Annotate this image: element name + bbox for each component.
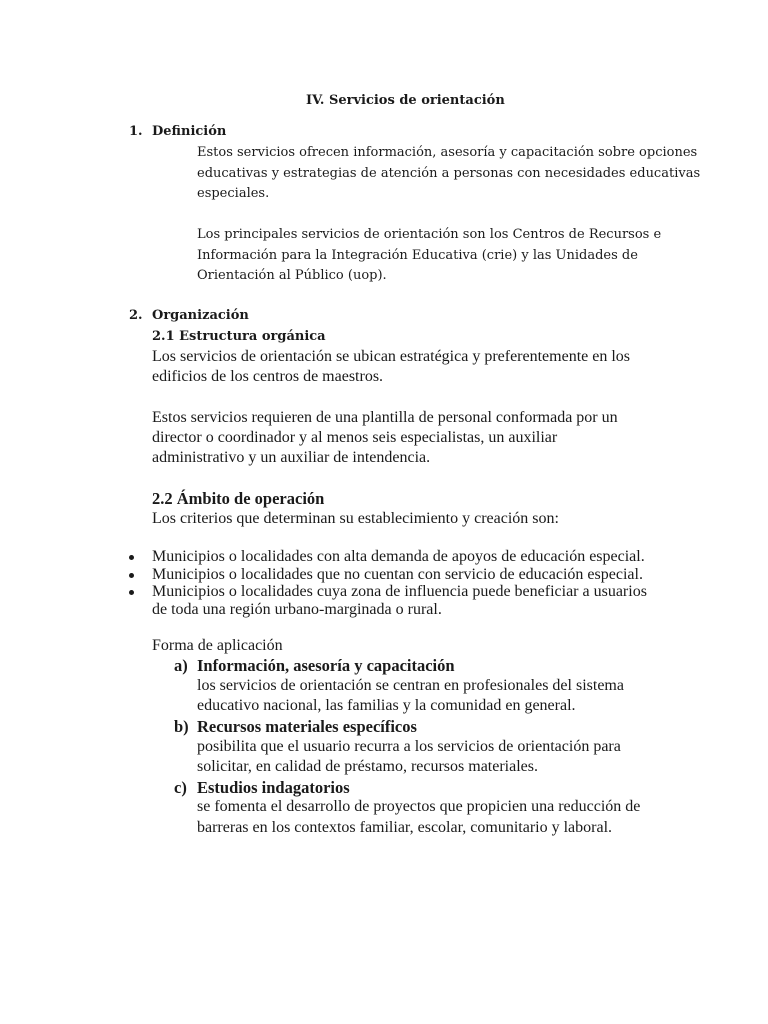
- page-title: IV. Servicios de orientación: [306, 93, 505, 108]
- structure-paragraph-line: edificios de los centros de maestros.: [152, 368, 384, 385]
- item-a-text-line: los servicios de orientación se centran en profesionales del sistema: [197, 677, 624, 694]
- item-b-letter: b): [174, 717, 189, 736]
- item-a-letter: a): [174, 656, 188, 675]
- item-b-title: Recursos materiales específicos: [197, 717, 417, 736]
- definition-paragraph-line: educativas y estrategias de atención a personas con necesidades educativas: [197, 166, 701, 181]
- item-a-text-line: educativo nacional, las familias y la comunidad en general.: [197, 697, 576, 714]
- services-paragraph-line: Orientación al Público (uop).: [197, 268, 387, 283]
- item-c-title: Estudios indagatorios: [197, 778, 350, 797]
- criteria-bullet: Municipios o localidades con alta demanda de apoyos de educación especial.: [152, 548, 645, 565]
- section-2-number: 2.: [129, 308, 143, 323]
- item-b-text-line: solicitar, en calidad de préstamo, recursos materiales.: [197, 758, 538, 775]
- services-paragraph-line: Información para la Integración Educativa (crie) y las Unidades de: [197, 248, 638, 263]
- definition-paragraph-line: especiales.: [197, 186, 270, 201]
- structure-paragraph-line: Los servicios de orientación se ubican estratégica y preferentemente en los: [152, 348, 631, 365]
- section-2-heading: Organización: [152, 308, 249, 323]
- bullet-icon: [129, 555, 134, 560]
- criteria-bullet: Municipios o localidades cuya zona de influencia puede beneficiar a usuarios: [152, 583, 647, 600]
- subsection-2-2-heading: 2.2 Ámbito de operación: [152, 489, 325, 508]
- staff-paragraph-line: director o coordinador y al menos seis especialistas, un auxiliar: [152, 429, 558, 446]
- item-c-letter: c): [174, 778, 187, 797]
- definition-paragraph-line: Estos servicios ofrecen información, asesoría y capacitación sobre opciones: [197, 145, 698, 160]
- staff-paragraph-line: administrativo y un auxiliar de intendencia.: [152, 449, 431, 466]
- item-c-text-line: se fomenta el desarrollo de proyectos que propicien una reducción de: [197, 798, 641, 815]
- staff-paragraph-line: Estos servicios requieren de una plantilla de personal conformada por un: [152, 409, 618, 426]
- services-paragraph-line: Los principales servicios de orientación son los Centros de Recursos e: [197, 227, 662, 242]
- criteria-bullet-continuation: de toda una región urbano-marginada o rural.: [152, 601, 442, 618]
- criteria-bullet: Municipios o localidades que no cuentan con servicio de educación especial.: [152, 566, 643, 583]
- bullet-icon: [129, 590, 134, 595]
- bullet-icon: [129, 573, 134, 578]
- item-b-text-line: posibilita que el usuario recurra a los servicios de orientación para: [197, 738, 621, 755]
- subsection-2-1-heading: 2.1 Estructura orgánica: [152, 329, 326, 344]
- item-c-text-line: barreras en los contextos familiar, escolar, comunitario y laboral.: [197, 819, 613, 836]
- criteria-intro: Los criterios que determinan su establecimiento y creación son:: [152, 510, 559, 527]
- item-a-title: Información, asesoría y capacitación: [197, 656, 455, 675]
- section-1-heading: Definición: [152, 124, 227, 139]
- section-1-number: 1.: [129, 124, 143, 139]
- forma-aplicacion-label: Forma de aplicación: [152, 637, 283, 654]
